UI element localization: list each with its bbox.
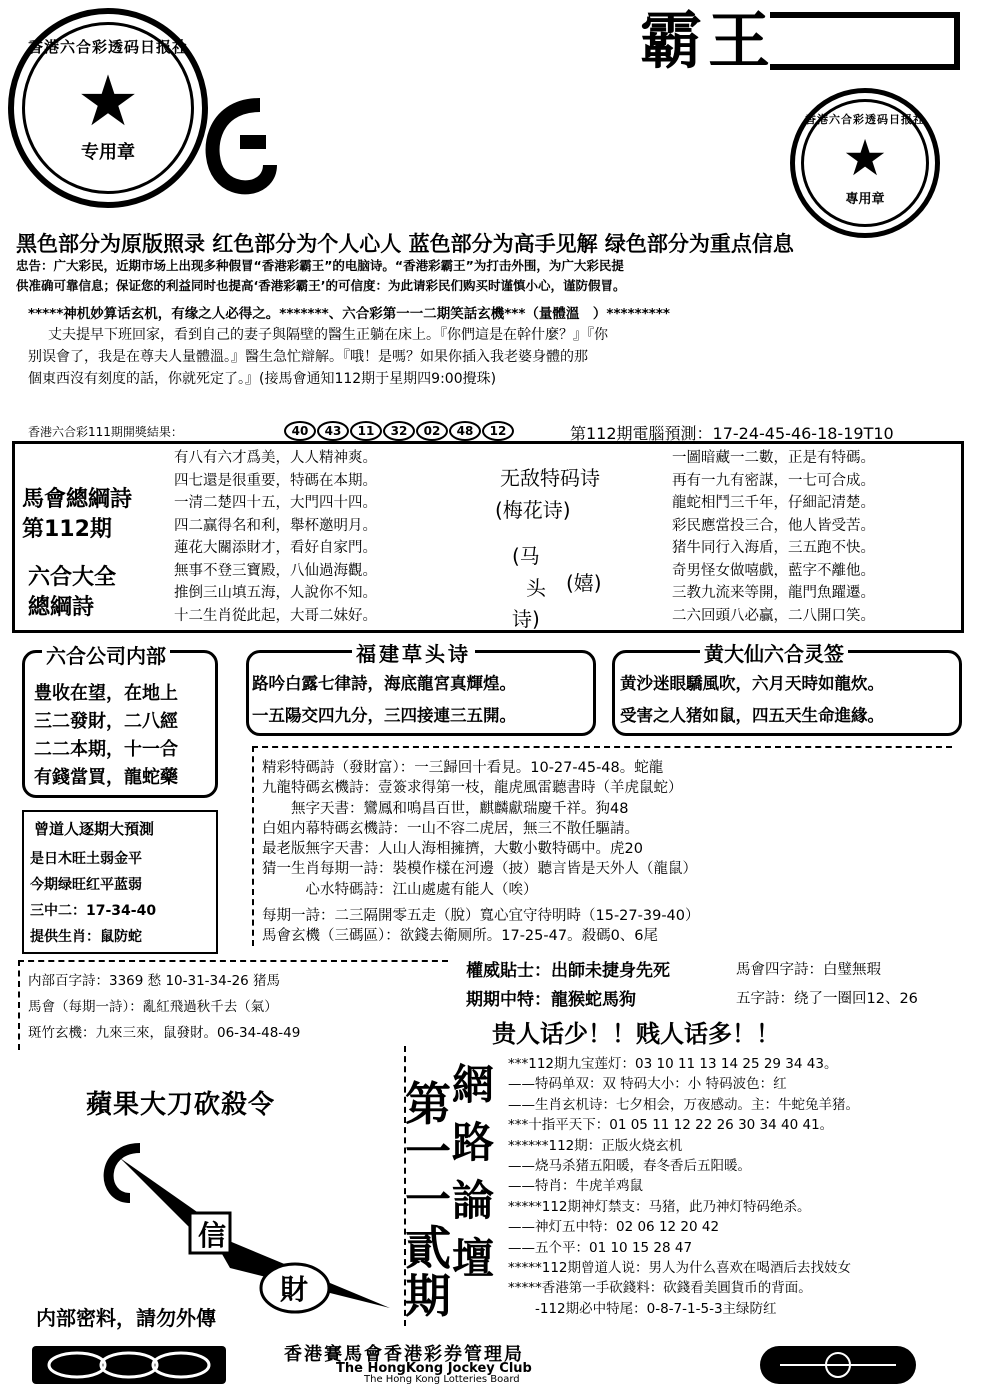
authority-line-1b: 馬會四字詩：白璧無瑕 — [736, 962, 881, 978]
poem-line: 龍蛇相鬥三千年，仔細記清楚。 — [672, 495, 875, 511]
forum-line: ——神灯五中特：02 06 12 20 42 — [508, 1219, 720, 1236]
center-line: 精彩特碼詩（發財富）：一三歸回十看見。10-27-45-48。蛇龍 — [262, 760, 664, 776]
daoren-lines — [30, 846, 156, 950]
joke-title: *****神机妙算话玄机，有缘之人必得之。*******、六合彩第一一二期笑話玄機***（量體溫 ）********* — [28, 306, 670, 322]
poem-line: 奇男怪女做嘻戲，藍字不離他。 — [672, 562, 875, 579]
results-label: 香港六合彩111期開獎結果： — [28, 425, 183, 439]
poem-line: 二六回頭八必贏，二八開口笑。 — [672, 607, 875, 624]
apple-title: 蘋果大刀砍殺令 — [86, 1090, 276, 1120]
poem-line: 一圖暗藏一二數，正是有特碼。 — [672, 450, 875, 466]
center-line: 猜一生肖每期一詩：裝模作樣在河邊（披）聽言皆是天外人（龍鼠） — [262, 861, 697, 878]
apple-footer-note: 内部密料，請勿外傳 — [36, 1306, 216, 1330]
swirl-logo-icon — [32, 1346, 226, 1384]
sword-icon — [80, 1118, 400, 1318]
right-seal — [790, 88, 940, 238]
forum-line: *****112期神灯禁支：马猪，此乃神灯特码绝杀。 — [508, 1198, 811, 1215]
result-balls — [284, 420, 515, 441]
poem-left-lines — [174, 447, 377, 627]
poem-line: 無事不登三寶殿，八仙過海觀。 — [174, 562, 377, 579]
result-ball: 48 — [449, 421, 481, 441]
poem-mid-note-1: (马 — [512, 544, 540, 568]
right-seal-sub: 專用章 — [845, 192, 885, 207]
poem-left-title-4: 總綱詩 — [28, 595, 95, 620]
wongtaisin-line: 黄沙迷眼驕風吹，六月天時如龍炊。 — [620, 674, 884, 693]
authority-line-1a: 權威貼士：出師未捷身先死 — [466, 961, 670, 981]
center-line: 無字天書：鸞鳳和鳴昌百世，麒麟獻瑞慶千祥。狗48 — [262, 800, 629, 817]
poem-left-title-1: 馬會總綱詩 — [22, 487, 133, 512]
poem-mid-note-3: 诗) — [512, 607, 540, 631]
apple-mark-1: 信 — [198, 1219, 227, 1252]
poem-left-title-3: 六合大全 — [28, 565, 117, 590]
color-legend: 黑色部分为原版照录 红色部分为个人心人 蓝色部分为高手见解 绿色部分为重点信息 — [16, 232, 794, 256]
inner-line: 内部百字詩：3369 愁 10-31-34-26 猪馬 — [28, 973, 281, 989]
forum-line: *****112期曾道人说：男人为什么喜欢在喝酒后去找妓女 — [508, 1260, 852, 1277]
poem-line: 四二赢得名和利，舉杯邀明月。 — [174, 517, 377, 534]
center-line: 馬會玄機（三碼區）：欲錢去衛厕所。17-25-47。殺碼0、6尾 — [262, 928, 659, 945]
banner-mark: 霸王 — [640, 4, 777, 77]
poem-line: 四七還是很重要，特碼在本期。 — [174, 472, 377, 489]
center-line: 心水特碼詩：江山處處有能人（唉） — [262, 881, 538, 898]
liuhe-company-title: 六合公司内部 — [42, 640, 170, 669]
liuhe-line: 三二發財，二八經 — [34, 711, 178, 732]
notice-line-1: 忠告：广大彩民，近期市场上出现多种假冒“香港彩霸王”的电脑诗。“香港彩霸王”为打击外围，为广大彩民提 — [16, 258, 624, 273]
result-ball: 43 — [317, 421, 349, 441]
poem-line: 蓮花大關添財才，看好自家門。 — [174, 540, 377, 556]
right-seal-text: 香港六合彩透码日报社 — [805, 113, 925, 126]
poem-line: 一清二楚四十五，大門四十四。 — [174, 495, 377, 511]
liuhe-line: 豊收在望，在地上 — [34, 683, 178, 704]
center-line: 九龍特碼玄機詩：壹簽求得第一枝，龍虎風雷聽書時（羊虎鼠蛇） — [262, 780, 683, 797]
footer-org-en-sub: The Hong Kong Lotteries Board — [364, 1374, 520, 1385]
banner-bar — [770, 12, 960, 70]
poem-line: 有八有六才爲美，人人精神爽。 — [174, 450, 377, 466]
poem-line: 猪牛同行入海盾，三五跑不快。 — [672, 540, 875, 556]
fujian-title: 福建草头诗 — [352, 638, 475, 667]
star-icon: ★ — [76, 60, 140, 142]
poem-line: 三教九流来等開，龍門魚躍遷。 — [672, 585, 875, 601]
footer-org-en: The HongKong Jockey Club — [336, 1361, 532, 1376]
banner-swirl-icon — [200, 95, 280, 205]
joke-line-2: 别误會了，我是在尊夫人量體溫。』醫生急忙辯解。『哦！是嗎？如果你插入我老婆身體的那 — [28, 349, 588, 365]
joke-line-3: 個東西沒有刻度的話，你就死定了。』(接馬會通知112期于星期四9:00攪珠) — [28, 371, 497, 387]
forum-line: ——五个平：01 10 15 28 47 — [508, 1239, 693, 1256]
joke-line-1: 丈夫提早下班回家，看到自己的妻子與隔壁的醫生正躺在床上。『你們這是在幹什麼？』『你 — [48, 327, 608, 343]
result-ball: 02 — [416, 421, 448, 441]
result-ball: 11 — [350, 421, 382, 441]
center-line: 最老版無字天書：人山人海相擁擠，大數小數特碼中。虎20 — [262, 841, 643, 858]
forum-lines — [508, 1054, 859, 1319]
daoren-line: 是日木旺土弱金平 — [30, 851, 142, 867]
authority-line-2a: 期期中特：龍猴蛇馬狗 — [466, 990, 636, 1010]
forum-line: ——烧马杀猪五阳暖，春冬香后五阳暖。 — [508, 1158, 751, 1175]
star-icon-right: ★ — [842, 129, 888, 187]
forum-line: ***112期九宝莲灯：03 10 11 13 14 25 29 34 43。 — [508, 1056, 838, 1072]
daoren-line: 提供生肖：鼠防蛇 — [30, 929, 142, 945]
computer-prediction: 第112期電腦預測：17-24-45-46-18-19T10 — [570, 424, 894, 443]
forum-vertical-title: 網路論壇 — [451, 1060, 494, 1283]
liuhe-line: 二二本期，十一合 — [34, 739, 178, 760]
daoren-line: 今期绿旺红平蓝弱 — [30, 877, 142, 893]
result-ball: 12 — [482, 421, 514, 441]
stylized-mark — [200, 95, 280, 205]
forum-line: ——特肖：牛虎羊鸡鼠 — [508, 1178, 643, 1195]
notice-line-2: 供准确可靠信息；保证您的利益同时也提高‘香港彩霸王’的可信度：为此请彩民们购买时谨慎小心，谨防假冒。 — [16, 278, 626, 293]
forum-line: ——生肖玄机诗：七夕相会，万夜感动。主：牛蛇兔羊猪。 — [508, 1096, 859, 1113]
authority-slogan: 贵人话少！！贱人话多！！ — [492, 1020, 780, 1048]
poem-mid-note-4: (嬉) — [566, 571, 602, 595]
wongtaisin-line: 受害之人猪如鼠，四五天生命進緣。 — [620, 706, 884, 725]
forum-line: ******112期：正版火烧玄机 — [508, 1137, 683, 1154]
forum-line: *****香港第一手砍錢料：砍錢看美圓貨币的背面。 — [508, 1280, 812, 1297]
left-seal-sub: 专用章 — [81, 142, 135, 163]
result-ball: 40 — [284, 421, 316, 441]
center-line: 每期一詩：二三隔開零五走（脫）寬心宜守待明時（15-27-39-40） — [262, 908, 700, 925]
inner-line: 斑竹玄機：九來三來，鼠發財。06-34-48-49 — [28, 1025, 301, 1041]
footer-org-cn: 香港賽馬會香港彩券管理局 — [284, 1344, 524, 1365]
apple-mark-2: 財 — [280, 1273, 309, 1306]
liuhe-company-lines — [34, 680, 178, 792]
left-seal — [8, 8, 208, 208]
poem-line: 推倒三山填五海，人說你不知。 — [174, 585, 377, 601]
poem-right-lines — [672, 447, 875, 627]
forum-line: ——特码单双：双 特码大小：小 特码波色：红 — [508, 1076, 787, 1093]
fujian-line: 一五陽交四九分，三四接連三五開。 — [252, 706, 516, 725]
fujian-lines — [252, 668, 516, 732]
inner-line: 馬會（每期一詩）：亂紅飛過秋千去（氣） — [28, 999, 278, 1015]
center-line: 白姐内幕特碼玄機詩：一山不容二虎居，無三不散任驅請。 — [262, 820, 639, 837]
poem-mid-note-2: 头 — [526, 576, 546, 600]
footer-right-logo — [760, 1346, 916, 1384]
forum-vertical-issue: 第一一貳期 — [405, 1077, 451, 1323]
fujian-line: 路吟白露七律詩，海底龍宮真輝煌。 — [252, 674, 516, 693]
poem-mid-title-2: (梅花诗) — [495, 498, 571, 522]
left-seal-text: 香港六合彩透码日报社 — [27, 38, 188, 56]
forum-line: -112期必中特尾：0-8-7-1-5-3主绿防红 — [508, 1300, 777, 1317]
authority-line-2b: 五字詩：绕了一圈回12、26 — [736, 991, 918, 1007]
wongtaisin-lines — [620, 668, 884, 732]
poem-line: 彩民應當投三合，他人皆受苦。 — [672, 517, 875, 534]
poem-line: 再有一九有密謀，一七可合成。 — [672, 472, 875, 489]
wongtaisin-title: 黄大仙六合灵签 — [700, 638, 848, 667]
daoren-line: 三中二：17-34-40 — [30, 903, 157, 919]
sword-graphic — [80, 1118, 400, 1318]
daoren-title: 曾道人逐期大預測 — [34, 820, 155, 838]
poem-mid-title-1: 无敌特码诗 — [500, 466, 600, 490]
inner-lines — [28, 968, 300, 1046]
footer-left-logo — [32, 1346, 226, 1384]
liuhe-line: 有錢當買，龍蛇藥 — [34, 767, 178, 788]
center-lines — [262, 758, 700, 947]
result-ball: 32 — [383, 421, 415, 441]
poem-left-title-2: 第112期 — [22, 517, 112, 542]
poem-line: 十二生肖從此起，大哥二妹好。 — [174, 607, 377, 624]
forum-line: ***十指平天下：01 05 11 12 22 26 30 34 40 41。 — [508, 1117, 834, 1134]
emblem-icon — [760, 1346, 916, 1384]
